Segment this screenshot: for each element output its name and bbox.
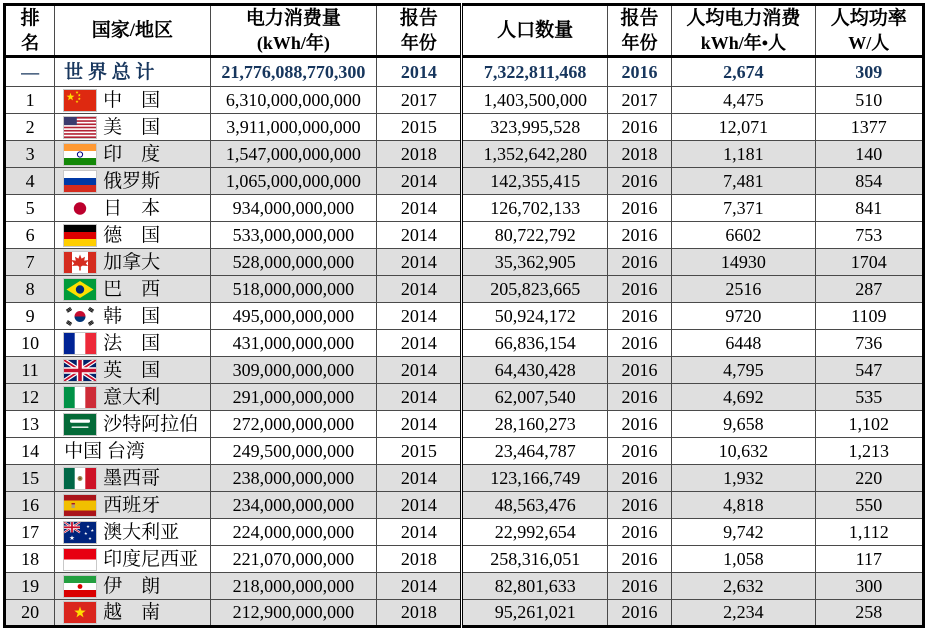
country-name: 巴 西 bbox=[103, 278, 161, 300]
cell-per-capita: 1,932 bbox=[672, 465, 815, 492]
country-cell-content bbox=[55, 573, 210, 599]
cell-rank: 11 bbox=[5, 357, 55, 384]
cell-report-year-1: 2014 bbox=[377, 168, 462, 195]
cell-country bbox=[55, 87, 211, 114]
cell-population: 205,823,665 bbox=[462, 276, 607, 303]
flag-indonesia-icon bbox=[64, 549, 96, 570]
cell-report-year-2: 2016 bbox=[607, 600, 671, 627]
cell-rank: — bbox=[5, 57, 55, 87]
cell-rank: 16 bbox=[5, 492, 55, 519]
table-row bbox=[5, 87, 924, 114]
flag-china-icon bbox=[64, 90, 96, 111]
cell-report-year-2: 2016 bbox=[607, 303, 671, 330]
table-row bbox=[5, 600, 924, 627]
cell-report-year-2: 2016 bbox=[607, 384, 671, 411]
country-name: 澳大利亚 bbox=[103, 521, 180, 543]
cell-report-year-1: 2014 bbox=[377, 249, 462, 276]
flag-france-icon bbox=[64, 333, 96, 354]
cell-country bbox=[55, 222, 211, 249]
cell-per-capita: 2,674 bbox=[672, 57, 815, 87]
header-text: 国家/地区 bbox=[91, 19, 174, 41]
cell-per-capita-power: 1109 bbox=[815, 303, 923, 330]
flag-vietnam-icon bbox=[64, 602, 96, 623]
country-name: 韩 国 bbox=[103, 305, 161, 327]
cell-report-year-1: 2014 bbox=[377, 573, 462, 600]
cell-per-capita-power: 1704 bbox=[815, 249, 923, 276]
table-body bbox=[5, 57, 924, 627]
cell-report-year-1: 2014 bbox=[377, 465, 462, 492]
table-row bbox=[5, 249, 924, 276]
cell-report-year-1: 2014 bbox=[377, 411, 462, 438]
cell-rank: 12 bbox=[5, 384, 55, 411]
col-header-consumption bbox=[210, 5, 377, 57]
cell-consumption: 272,000,000,000 bbox=[210, 411, 377, 438]
cell-per-capita: 2516 bbox=[672, 276, 815, 303]
cell-consumption: 3,911,000,000,000 bbox=[210, 114, 377, 141]
cell-population: 323,995,528 bbox=[462, 114, 607, 141]
country-cell-content bbox=[55, 600, 210, 625]
cell-per-capita-power: 535 bbox=[815, 384, 923, 411]
country-cell-content bbox=[55, 411, 210, 437]
cell-population: 123,166,749 bbox=[462, 465, 607, 492]
country-cell-content bbox=[55, 222, 210, 248]
cell-rank: 7 bbox=[5, 249, 55, 276]
col-header-population bbox=[462, 5, 607, 57]
cell-per-capita: 4,818 bbox=[672, 492, 815, 519]
table-row bbox=[5, 384, 924, 411]
cell-report-year-2: 2016 bbox=[607, 573, 671, 600]
cell-report-year-2: 2016 bbox=[607, 276, 671, 303]
cell-report-year-2: 2016 bbox=[607, 222, 671, 249]
cell-population: 258,316,051 bbox=[462, 546, 607, 573]
cell-per-capita-power: 300 bbox=[815, 573, 923, 600]
cell-consumption: 309,000,000,000 bbox=[210, 357, 377, 384]
country-cell-content bbox=[55, 303, 210, 329]
cell-report-year-2: 2016 bbox=[607, 57, 671, 87]
country-name: 美 国 bbox=[103, 116, 161, 138]
cell-population: 82,801,633 bbox=[462, 573, 607, 600]
cell-rank: 4 bbox=[5, 168, 55, 195]
cell-report-year-1: 2015 bbox=[377, 438, 462, 465]
country-cell-content bbox=[55, 330, 210, 356]
cell-population: 62,007,540 bbox=[462, 384, 607, 411]
cell-consumption: 6,310,000,000,000 bbox=[210, 87, 377, 114]
cell-report-year-2: 2016 bbox=[607, 168, 671, 195]
cell-report-year-1: 2014 bbox=[377, 384, 462, 411]
table-header bbox=[5, 5, 924, 57]
cell-country bbox=[55, 411, 211, 438]
cell-population: 22,992,654 bbox=[462, 519, 607, 546]
cell-report-year-1: 2014 bbox=[377, 357, 462, 384]
header-text: 电力消费量 bbox=[245, 7, 341, 29]
flag-germany-icon bbox=[64, 225, 96, 246]
cell-consumption: 431,000,000,000 bbox=[210, 330, 377, 357]
table-row bbox=[5, 276, 924, 303]
cell-report-year-1: 2014 bbox=[377, 492, 462, 519]
cell-report-year-2: 2017 bbox=[607, 87, 671, 114]
cell-per-capita: 9,658 bbox=[672, 411, 815, 438]
country-name: 中国 台湾 bbox=[64, 440, 145, 462]
cell-consumption: 1,065,000,000,000 bbox=[210, 168, 377, 195]
cell-consumption: 291,000,000,000 bbox=[210, 384, 377, 411]
cell-report-year-1: 2018 bbox=[377, 546, 462, 573]
cell-population: 64,430,428 bbox=[462, 357, 607, 384]
cell-population: 80,722,792 bbox=[462, 222, 607, 249]
cell-rank: 17 bbox=[5, 519, 55, 546]
cell-population: 1,352,642,280 bbox=[462, 141, 607, 168]
cell-country bbox=[55, 114, 211, 141]
cell-country bbox=[55, 330, 211, 357]
cell-country bbox=[55, 303, 211, 330]
country-name: 世 界 总 计 bbox=[64, 61, 155, 83]
country-name: 伊 朗 bbox=[103, 575, 161, 597]
cell-per-capita: 12,071 bbox=[672, 114, 815, 141]
cell-per-capita: 4,795 bbox=[672, 357, 815, 384]
table-row bbox=[5, 141, 924, 168]
cell-country bbox=[55, 465, 211, 492]
header-text: 排 bbox=[20, 7, 40, 29]
cell-per-capita: 4,692 bbox=[672, 384, 815, 411]
cell-report-year-1: 2014 bbox=[377, 222, 462, 249]
cell-rank: 14 bbox=[5, 438, 55, 465]
country-cell-content bbox=[55, 384, 210, 410]
country-cell-content bbox=[55, 195, 210, 221]
header-text: 报告 bbox=[620, 7, 659, 29]
cell-consumption: 1,547,000,000,000 bbox=[210, 141, 377, 168]
cell-report-year-1: 2014 bbox=[377, 276, 462, 303]
cell-report-year-2: 2016 bbox=[607, 330, 671, 357]
electricity-consumption-table bbox=[3, 3, 925, 628]
table-row bbox=[5, 573, 924, 600]
flag-russia-icon bbox=[64, 171, 96, 192]
country-name: 日 本 bbox=[103, 197, 161, 219]
cell-rank: 10 bbox=[5, 330, 55, 357]
cell-per-capita: 7,481 bbox=[672, 168, 815, 195]
world-total-row bbox=[5, 57, 924, 87]
country-name: 印 度 bbox=[103, 143, 161, 165]
country-cell-content bbox=[55, 492, 210, 518]
country-cell-content bbox=[55, 438, 210, 464]
cell-per-capita-power: 550 bbox=[815, 492, 923, 519]
cell-report-year-2: 2016 bbox=[607, 357, 671, 384]
cell-country bbox=[55, 168, 211, 195]
cell-country bbox=[55, 249, 211, 276]
cell-country bbox=[55, 492, 211, 519]
cell-per-capita: 2,632 bbox=[672, 573, 815, 600]
cell-population: 1,403,500,000 bbox=[462, 87, 607, 114]
cell-rank: 20 bbox=[5, 600, 55, 627]
cell-consumption: 221,070,000,000 bbox=[210, 546, 377, 573]
table-row bbox=[5, 330, 924, 357]
flag-south-korea-icon bbox=[64, 306, 96, 327]
cell-rank: 2 bbox=[5, 114, 55, 141]
cell-report-year-2: 2016 bbox=[607, 411, 671, 438]
country-cell-content bbox=[55, 276, 210, 302]
header-text: 人均电力消费 bbox=[686, 7, 801, 29]
cell-per-capita-power: 287 bbox=[815, 276, 923, 303]
cell-per-capita-power: 140 bbox=[815, 141, 923, 168]
cell-per-capita-power: 309 bbox=[815, 57, 923, 87]
cell-per-capita-power: 258 bbox=[815, 600, 923, 627]
header-text: 年份 bbox=[621, 32, 658, 53]
country-cell-content bbox=[55, 114, 210, 140]
table-row bbox=[5, 492, 924, 519]
flag-usa-icon bbox=[64, 117, 96, 138]
table-row bbox=[5, 222, 924, 249]
cell-population: 66,836,154 bbox=[462, 330, 607, 357]
country-name: 印度尼西亚 bbox=[103, 548, 199, 570]
country-cell-content bbox=[55, 141, 210, 167]
cell-consumption: 212,900,000,000 bbox=[210, 600, 377, 627]
cell-per-capita-power: 841 bbox=[815, 195, 923, 222]
header-text: 名 bbox=[21, 32, 40, 53]
cell-rank: 19 bbox=[5, 573, 55, 600]
cell-country bbox=[55, 573, 211, 600]
cell-per-capita-power: 220 bbox=[815, 465, 923, 492]
table-row bbox=[5, 114, 924, 141]
country-name: 墨西哥 bbox=[103, 467, 161, 489]
flag-saudi-arabia-icon bbox=[64, 414, 96, 435]
cell-population: 126,702,133 bbox=[462, 195, 607, 222]
country-cell-content bbox=[55, 465, 210, 491]
cell-consumption: 528,000,000,000 bbox=[210, 249, 377, 276]
header-text: 人口数量 bbox=[497, 19, 574, 41]
cell-per-capita-power: 1,112 bbox=[815, 519, 923, 546]
cell-population: 142,355,415 bbox=[462, 168, 607, 195]
flag-mexico-icon bbox=[64, 468, 96, 489]
cell-per-capita-power: 1,213 bbox=[815, 438, 923, 465]
cell-population: 35,362,905 bbox=[462, 249, 607, 276]
cell-rank: 18 bbox=[5, 546, 55, 573]
header-text: (kWh/年) bbox=[256, 32, 330, 53]
flag-uk-icon bbox=[64, 360, 96, 381]
cell-country bbox=[55, 357, 211, 384]
cell-country bbox=[55, 141, 211, 168]
cell-per-capita-power: 854 bbox=[815, 168, 923, 195]
col-header-report-year-2 bbox=[607, 5, 671, 57]
cell-consumption: 495,000,000,000 bbox=[210, 303, 377, 330]
cell-per-capita: 1,058 bbox=[672, 546, 815, 573]
cell-per-capita: 6448 bbox=[672, 330, 815, 357]
col-header-report-year-1 bbox=[377, 5, 462, 57]
cell-consumption: 934,000,000,000 bbox=[210, 195, 377, 222]
col-header-per-capita bbox=[672, 5, 815, 57]
header-row bbox=[5, 5, 924, 57]
cell-report-year-1: 2014 bbox=[377, 57, 462, 87]
country-name: 俄罗斯 bbox=[103, 170, 161, 192]
header-text: W/人 bbox=[848, 32, 890, 53]
flag-australia-icon bbox=[64, 522, 96, 543]
cell-population: 48,563,476 bbox=[462, 492, 607, 519]
table-row bbox=[5, 519, 924, 546]
cell-population: 7,322,811,468 bbox=[462, 57, 607, 87]
country-name: 英 国 bbox=[103, 359, 161, 381]
cell-per-capita-power: 117 bbox=[815, 546, 923, 573]
cell-per-capita-power: 736 bbox=[815, 330, 923, 357]
cell-report-year-1: 2018 bbox=[377, 600, 462, 627]
table-row bbox=[5, 438, 924, 465]
cell-consumption: 21,776,088,770,300 bbox=[210, 57, 377, 87]
col-header-per-capita-power bbox=[815, 5, 923, 57]
cell-rank: 3 bbox=[5, 141, 55, 168]
header-text: 年份 bbox=[400, 32, 437, 53]
cell-report-year-2: 2018 bbox=[607, 141, 671, 168]
country-name: 越 南 bbox=[103, 602, 161, 623]
cell-report-year-2: 2016 bbox=[607, 249, 671, 276]
country-cell-content bbox=[55, 249, 210, 275]
cell-per-capita-power: 1377 bbox=[815, 114, 923, 141]
flag-brazil-icon bbox=[64, 279, 96, 300]
header-text: 报告 bbox=[399, 7, 438, 29]
header-text: 人均功率 bbox=[830, 7, 907, 29]
cell-per-capita: 2,234 bbox=[672, 600, 815, 627]
country-cell-content bbox=[55, 87, 210, 113]
cell-report-year-1: 2014 bbox=[377, 195, 462, 222]
cell-population: 95,261,021 bbox=[462, 600, 607, 627]
cell-report-year-1: 2017 bbox=[377, 87, 462, 114]
cell-population: 50,924,172 bbox=[462, 303, 607, 330]
cell-report-year-2: 2016 bbox=[607, 465, 671, 492]
flag-iran-icon bbox=[64, 576, 96, 597]
header-text: kWh/年•人 bbox=[700, 32, 787, 53]
country-cell-content bbox=[55, 546, 210, 572]
country-name: 沙特阿拉伯 bbox=[103, 413, 199, 435]
cell-report-year-2: 2016 bbox=[607, 114, 671, 141]
cell-country bbox=[55, 600, 211, 627]
cell-consumption: 518,000,000,000 bbox=[210, 276, 377, 303]
cell-per-capita: 14930 bbox=[672, 249, 815, 276]
cell-report-year-2: 2016 bbox=[607, 438, 671, 465]
cell-consumption: 533,000,000,000 bbox=[210, 222, 377, 249]
cell-per-capita: 6602 bbox=[672, 222, 815, 249]
cell-country bbox=[55, 519, 211, 546]
country-name: 加拿大 bbox=[103, 251, 161, 273]
cell-rank: 8 bbox=[5, 276, 55, 303]
country-cell-content bbox=[55, 519, 210, 545]
col-header-country bbox=[55, 5, 211, 57]
flag-japan-icon bbox=[64, 198, 96, 219]
flag-india-icon bbox=[64, 144, 96, 165]
cell-country bbox=[55, 57, 211, 87]
country-cell-content bbox=[55, 168, 210, 194]
country-cell-content bbox=[55, 357, 210, 383]
cell-report-year-1: 2014 bbox=[377, 519, 462, 546]
cell-rank: 6 bbox=[5, 222, 55, 249]
country-name: 法 国 bbox=[103, 332, 161, 354]
table-row bbox=[5, 168, 924, 195]
cell-rank: 13 bbox=[5, 411, 55, 438]
cell-rank: 15 bbox=[5, 465, 55, 492]
cell-report-year-2: 2016 bbox=[607, 546, 671, 573]
table-row bbox=[5, 303, 924, 330]
cell-consumption: 234,000,000,000 bbox=[210, 492, 377, 519]
cell-report-year-1: 2014 bbox=[377, 330, 462, 357]
table-row bbox=[5, 195, 924, 222]
cell-rank: 5 bbox=[5, 195, 55, 222]
table-row bbox=[5, 546, 924, 573]
cell-population: 28,160,273 bbox=[462, 411, 607, 438]
cell-country bbox=[55, 195, 211, 222]
cell-consumption: 218,000,000,000 bbox=[210, 573, 377, 600]
cell-per-capita-power: 547 bbox=[815, 357, 923, 384]
cell-rank: 1 bbox=[5, 87, 55, 114]
col-header-rank bbox=[5, 5, 55, 57]
cell-report-year-1: 2014 bbox=[377, 303, 462, 330]
table-row bbox=[5, 411, 924, 438]
cell-report-year-1: 2018 bbox=[377, 141, 462, 168]
flag-canada-icon bbox=[64, 252, 96, 273]
country-name: 意大利 bbox=[103, 386, 161, 408]
cell-rank: 9 bbox=[5, 303, 55, 330]
cell-consumption: 224,000,000,000 bbox=[210, 519, 377, 546]
country-name: 德 国 bbox=[103, 224, 161, 246]
cell-country bbox=[55, 546, 211, 573]
cell-report-year-1: 2015 bbox=[377, 114, 462, 141]
cell-per-capita: 7,371 bbox=[672, 195, 815, 222]
cell-per-capita-power: 753 bbox=[815, 222, 923, 249]
cell-per-capita: 9,742 bbox=[672, 519, 815, 546]
cell-country bbox=[55, 384, 211, 411]
cell-country bbox=[55, 276, 211, 303]
cell-per-capita: 10,632 bbox=[672, 438, 815, 465]
country-name: 中 国 bbox=[103, 89, 161, 111]
cell-per-capita-power: 510 bbox=[815, 87, 923, 114]
cell-consumption: 238,000,000,000 bbox=[210, 465, 377, 492]
cell-per-capita: 4,475 bbox=[672, 87, 815, 114]
cell-report-year-2: 2016 bbox=[607, 195, 671, 222]
cell-country bbox=[55, 438, 211, 465]
cell-report-year-2: 2016 bbox=[607, 492, 671, 519]
flag-italy-icon bbox=[64, 387, 96, 408]
country-name: 西班牙 bbox=[103, 494, 161, 516]
cell-report-year-2: 2016 bbox=[607, 519, 671, 546]
table-row bbox=[5, 357, 924, 384]
cell-per-capita: 9720 bbox=[672, 303, 815, 330]
cell-consumption: 249,500,000,000 bbox=[210, 438, 377, 465]
cell-per-capita-power: 1,102 bbox=[815, 411, 923, 438]
country-cell-content bbox=[55, 58, 210, 86]
cell-population: 23,464,787 bbox=[462, 438, 607, 465]
flag-spain-icon bbox=[64, 495, 96, 516]
cell-per-capita: 1,181 bbox=[672, 141, 815, 168]
table-row bbox=[5, 465, 924, 492]
